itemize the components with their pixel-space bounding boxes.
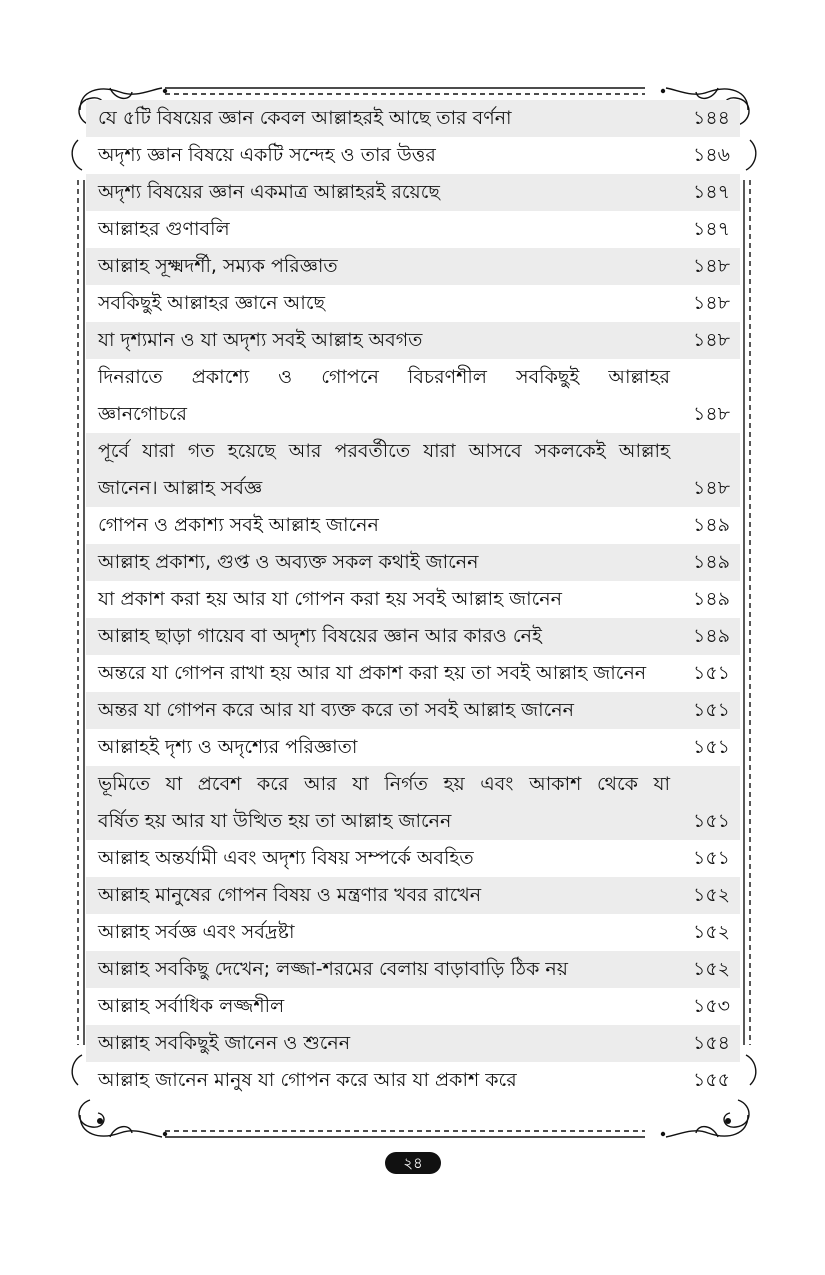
toc-entry-page: ১৪৭ — [692, 181, 730, 203]
toc-entry-page: ১৪৭ — [692, 218, 730, 240]
toc-entry — [86, 655, 740, 692]
toc-entry — [86, 729, 740, 766]
toc-entry-title-line: আল্লাহ অন্তর্যামী এবং অদৃশ্য বিষয় সম্পর্কে অবহিত — [98, 847, 474, 869]
toc-entry — [86, 618, 740, 655]
toc-entry-title — [98, 581, 670, 618]
toc-entry-page: ১৪৮ — [693, 477, 730, 499]
toc-entry-page: ১৫১ — [693, 699, 730, 721]
toc-entry-title-line: আল্লাহ ছাড়া গায়েব বা অদৃশ্য বিষয়ের জ্ঞান আর কারও নেই — [98, 625, 542, 647]
toc-entry — [86, 1062, 740, 1099]
toc-entry-title-line: আল্লাহ সর্বজ্ঞ এবং সর্বদ্রষ্টা — [98, 921, 295, 943]
toc-entry-title — [98, 618, 670, 655]
toc-entry — [86, 951, 740, 988]
toc-entry — [86, 248, 740, 285]
toc-entry-title — [98, 211, 670, 248]
toc-entry-page: ১৫২ — [692, 921, 730, 943]
toc-entry-title — [98, 1025, 670, 1062]
toc-entry — [86, 840, 740, 877]
toc-entry-page: ১৫১ — [693, 662, 730, 684]
toc-entry-title — [98, 951, 670, 988]
toc-entry — [86, 285, 740, 322]
toc-entry — [86, 100, 740, 137]
toc-entry-title-line: আল্লাহই দৃশ্য ও অদৃশ্যের পরিজ্ঞাতা — [98, 736, 358, 758]
toc-entry-title — [98, 100, 670, 137]
toc-entry-title-line: সবকিছুই আল্লাহর জ্ঞানে আছে — [98, 292, 325, 314]
toc-entry-title-line: যা প্রকাশ করা হয় আর যা গোপন করা হয় সবই আল্লাহ জানেন — [98, 588, 562, 610]
toc-entry-title — [98, 544, 670, 581]
toc-entry — [86, 1025, 740, 1062]
toc-entry-page: ১৫১ — [693, 810, 730, 832]
toc-entry-title — [98, 840, 670, 877]
toc-entry — [86, 581, 740, 618]
toc-entry-page: ১৪৯ — [693, 514, 730, 536]
toc-entry-title — [98, 322, 670, 359]
toc-entry-title-line: যা দৃশ্যমান ও যা অদৃশ্য সবই আল্লাহ অবগত — [98, 329, 423, 351]
toc-entry-title-line: আল্লাহ জানেন মানুষ যা গোপন করে আর যা প্রকাশ করে — [98, 1069, 517, 1091]
toc-entry — [86, 433, 740, 507]
toc-entry-page: ১৪৮ — [693, 292, 730, 314]
toc-entry-page: ১৫১ — [693, 736, 730, 758]
toc-entry-title-line: আল্লাহ সবকিছুই জানেন ও শুনেন — [98, 1032, 351, 1054]
toc-entry-title — [98, 507, 670, 544]
toc-entry-title — [98, 988, 670, 1025]
toc-entry-title-line: ভূমিতে যা প্রবেশ করে আর যা নির্গত হয় এবং আকাশ থেকে যা — [98, 773, 670, 795]
toc-entry-page: ১৪৮ — [693, 403, 730, 425]
toc-entry-page: ১৪৯ — [693, 625, 730, 647]
toc-entry-page: ১৪৪ — [693, 107, 730, 129]
toc-entry-page: ১৫৩ — [692, 995, 730, 1017]
toc-entry-title — [98, 1062, 670, 1099]
toc-entry-title — [98, 248, 670, 285]
toc-entry — [86, 914, 740, 951]
toc-entry-title — [98, 137, 670, 174]
toc-entry-page: ১৪৯ — [693, 588, 730, 610]
toc-entry-page: ১৫২ — [692, 884, 730, 906]
table-of-contents — [86, 100, 740, 1099]
toc-entry-title-line: অন্তরে যা গোপন রাখা হয় আর যা প্রকাশ করা হয় তা সবই আল্লাহ জানেন — [98, 662, 647, 684]
toc-entry — [86, 211, 740, 248]
toc-entry-title-line: গোপন ও প্রকাশ্য সবই আল্লাহ জানেন — [98, 514, 379, 536]
toc-entry-title-line: দিনরাতে প্রকাশ্যে ও গোপনে বিচরণশীল সবকিছুই আল্লাহর — [98, 366, 670, 388]
toc-entry-title-line: আল্লাহর গুণাবলি — [98, 218, 230, 240]
toc-entry-title — [98, 359, 670, 433]
toc-entry-title-line: আল্লাহ সূক্ষ্মদর্শী, সম্যক পরিজ্ঞাত — [98, 255, 338, 277]
toc-entry-title-line: জানেন। আল্লাহ সর্বজ্ঞ — [98, 477, 263, 499]
toc-entry-page: ১৫৪ — [693, 1032, 730, 1054]
toc-entry-title-line: অদৃশ্য জ্ঞান বিষয়ে একটি সন্দেহ ও তার উত্তর — [98, 144, 436, 166]
toc-entry — [86, 766, 740, 840]
toc-entry-title — [98, 877, 670, 914]
toc-entry-title-line: আল্লাহ সর্বাধিক লজ্জশীল — [98, 995, 285, 1017]
toc-entry-title-line: অদৃশ্য বিষয়ের জ্ঞান একমাত্র আল্লাহরই রয়েছে — [98, 181, 440, 203]
toc-entry — [86, 137, 740, 174]
toc-entry — [86, 692, 740, 729]
toc-entry-title-line: আল্লাহ সবকিছু দেখেন; লজ্জা-শরমের বেলায় বাড়াবাড়ি ঠিক নয় — [98, 958, 568, 980]
toc-entry-title-line: জ্ঞানগোচরে — [98, 403, 187, 425]
toc-entry-title — [98, 692, 670, 729]
toc-entry-page: ১৪৮ — [693, 255, 730, 277]
toc-entry-title — [98, 174, 670, 211]
toc-entry-title — [98, 766, 670, 840]
toc-entry — [86, 877, 740, 914]
toc-entry-page: ১৪৬ — [692, 144, 730, 166]
toc-entry — [86, 507, 740, 544]
toc-entry-title-line: অন্তর যা গোপন করে আর যা ব্যক্ত করে তা সবই আল্লাহ জানেন — [98, 699, 574, 721]
toc-entry-title-line: আল্লাহ প্রকাশ্য, গুপ্ত ও অব্যক্ত সকল কথাই জানেন — [98, 551, 479, 573]
toc-entry-page: ১৫১ — [693, 847, 730, 869]
toc-entry-title-line: বর্ষিত হয় আর যা উত্থিত হয় তা আল্লাহ জানেন — [98, 810, 452, 832]
toc-entry-page: ১৪৮ — [693, 329, 730, 351]
toc-entry-title-line: পূর্বে যারা গত হয়েছে আর পরবর্তীতে যারা আসবে সকলকেই আল্লাহ — [98, 440, 670, 462]
toc-entry-title — [98, 655, 670, 692]
toc-entry-title-line: যে ৫টি বিষয়ের জ্ঞান কেবল আল্লাহরই আছে তার বর্ণনা — [98, 107, 512, 129]
toc-entry-title — [98, 285, 670, 322]
toc-entry-page: ১৪৯ — [693, 551, 730, 573]
toc-entry-page: ১৫৫ — [693, 1069, 730, 1091]
toc-entry-page: ১৫২ — [692, 958, 730, 980]
toc-entry — [86, 322, 740, 359]
toc-entry-title — [98, 433, 670, 507]
toc-entry-title — [98, 729, 670, 766]
page-number-badge: ২৪ — [385, 1152, 441, 1174]
toc-entry — [86, 174, 740, 211]
toc-entry — [86, 988, 740, 1025]
toc-entry — [86, 359, 740, 433]
toc-entry — [86, 544, 740, 581]
toc-entry-title — [98, 914, 670, 951]
toc-entry-title-line: আল্লাহ মানুষের গোপন বিষয় ও মন্ত্রণার খবর রাখেন — [98, 884, 482, 906]
